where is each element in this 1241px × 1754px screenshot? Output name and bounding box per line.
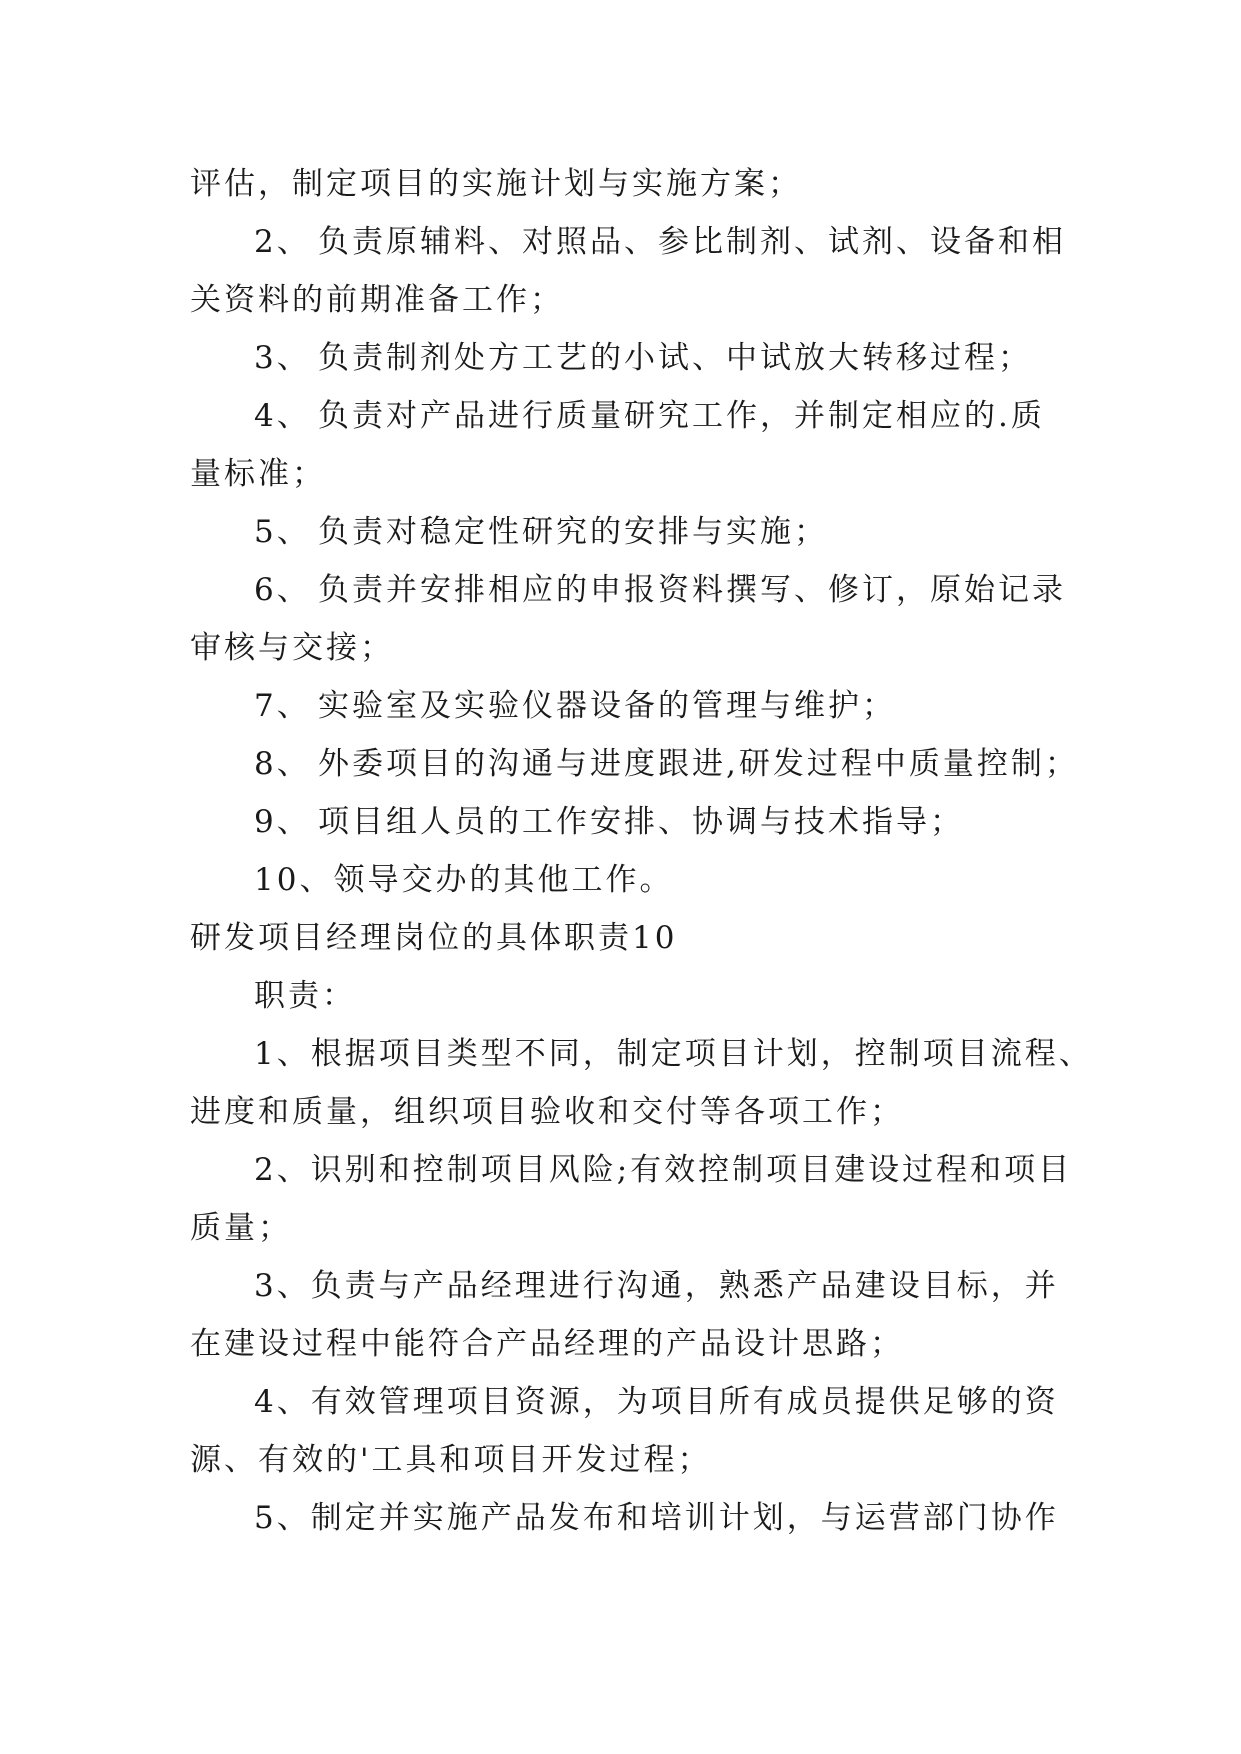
line-text: 负责对产品进行质量研究工作，并制定相应的.质 [318,398,1045,434]
text-line [190,1431,1060,1489]
line-text: 1、根据项目类型不同，制定项目计划，控制项目流程、 [254,1036,1093,1072]
line-text: 外委项目的沟通与进度跟进,研发过程中质量控制； [318,746,1079,782]
list-item [190,735,1079,793]
text-line [190,271,1060,329]
line-text: 实验室及实验仪器设备的管理与维护； [318,688,896,724]
item-number: 7、 [254,688,311,724]
line-text: 负责并安排相应的申报资料撰写、修订，原始记录 [318,572,1066,608]
line-text: 质量； [190,1210,292,1246]
item-number: 2、 [254,224,311,260]
list-item [190,677,1060,735]
line-text: 项目组人员的工作安排、协调与技术指导； [318,804,964,840]
line-text: 在建设过程中能符合产品经理的产品设计思路； [190,1326,904,1362]
list-item [190,503,1060,561]
line-text: 进度和质量，组织项目验收和交付等各项工作； [190,1094,904,1130]
line-text: 负责原辅料、对照品、参比制剂、试剂、设备和相 [318,224,1066,260]
line-text: 源、有效的'工具和项目开发过程； [190,1442,712,1478]
heading-text: 研发项目经理岗位的具体职责10 [190,920,678,956]
list-item [190,1257,1060,1315]
text-line [190,967,1060,1025]
text-line [190,445,1060,503]
item-number: 4、 [254,398,311,434]
list-item [190,213,1066,271]
list-item [190,387,1060,445]
list-item [190,1489,1060,1547]
item-number: 6、 [254,572,311,608]
text-line [190,1315,1060,1373]
line-text: 职责： [254,978,356,1014]
line-text: 审核与交接； [190,630,394,666]
line-text: 评估，制定项目的实施计划与实施方案； [190,166,802,202]
text-line [190,155,1060,213]
line-text: 负责对稳定性研究的安排与实施； [318,514,828,550]
document-body [190,155,1093,1547]
list-item [190,1025,1093,1083]
line-text: 负责制剂处方工艺的小试、中试放大转移过程； [318,340,1032,376]
line-text: 5、制定并实施产品发布和培训计划，与运营部门协作 [254,1500,1059,1536]
list-item [190,561,1066,619]
line-text: 量标准； [190,456,326,492]
line-text: 2、识别和控制项目风险;有效控制项目建设过程和项目 [254,1152,1073,1188]
text-line [190,1083,1060,1141]
list-item [190,793,1060,851]
text-line [190,1199,1060,1257]
item-number: 3、 [254,340,311,376]
line-text: 4、有效管理项目资源，为项目所有成员提供足够的资 [254,1384,1059,1420]
list-item [190,1141,1073,1199]
line-text: 关资料的前期准备工作； [190,282,564,318]
section-heading [190,909,1060,967]
item-number: 5、 [254,514,311,550]
list-item [190,1373,1060,1431]
line-text: 10、领导交办的其他工作。 [254,862,674,898]
line-text: 3、负责与产品经理进行沟通，熟悉产品建设目标，并 [254,1268,1059,1304]
list-item [190,329,1060,387]
list-item [190,851,1060,909]
text-line [190,619,1060,677]
item-number: 8、 [254,746,311,782]
item-number: 9、 [254,804,311,840]
